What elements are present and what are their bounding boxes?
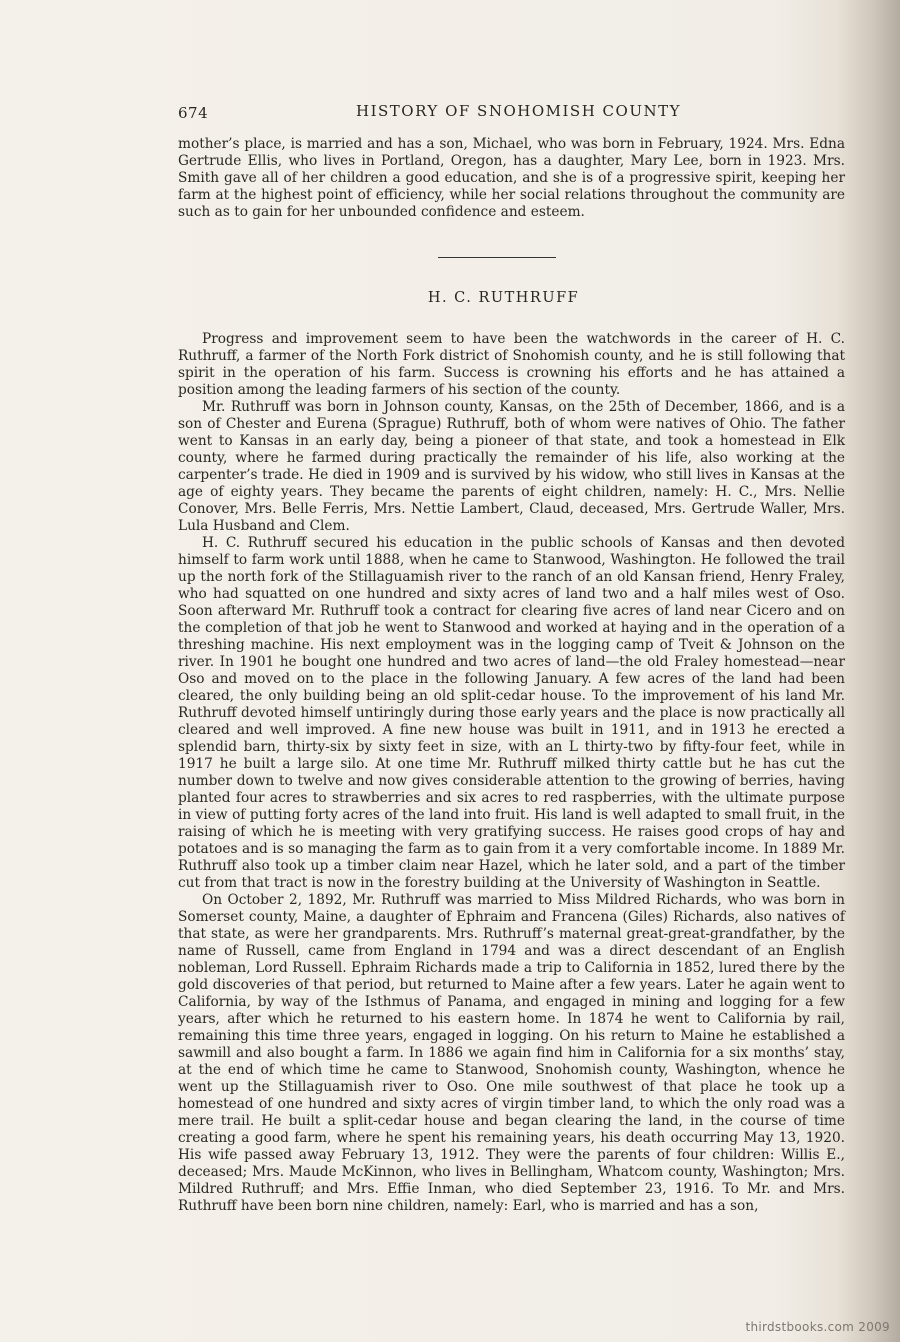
section-divider: [438, 257, 556, 258]
page-header: [178, 104, 850, 126]
running-head: HISTORY OF SNOHOMISH COUNTY: [356, 102, 681, 120]
page-number: 674: [178, 104, 209, 122]
body-paragraph: On October 2, 1892, Mr. Ruthruff was married to Miss Mildred Richards, who was born in Somerset county, Maine, a daughter of Ephraim and Francena (Giles) Richards, also natives of that state, as were her grandparents. Mrs. Ruthruff’s maternal great-great-grandfather, by the name of Russell, came from England in 1794 and was a direct descendant of an English nobleman, Lord Russell. Ephraim Richards made a trip to California in 1852, lured there by the gold discoveries of that period, but returned to Maine after a few years. Later he again went to California, by way of the Isthmus of Panama, and engaged in mining and logging for a few years, after which he returned to his eastern home. In 1874 he went to California by rail, remaining this time three years, engaged in logging. On his return to Maine he established a sawmill and also bought a farm. In 1886 we again find him in California for a six months’ stay, at the end of which time he came to Stanwood, Snohomish county, Washington, whence he went up the Stillaguamish river to Oso. One mile southwest of that place he took up a homestead of one hundred and sixty acres of virgin timber land, to which the only road was a mere trail. He built a split-cedar house and began clearing the land, in the course of time creating a good farm, where he spent his remaining years, his death occurring May 13, 1920. His wife passed away February 13, 1912. They were the parents of four children: Willis E., deceased; Mrs. Maude McKinnon, who lives in Bellingham, Whatcom county, Washington; Mrs. Mildred Ruthruff; and Mrs. Effie Inman, who died September 23, 1916. To Mr. and Mrs. Ruthruff have been born nine children, namely: Earl, who is married and has a son,: [178, 892, 845, 1214]
watermark: thirdstbooks.com 2009: [745, 1320, 890, 1334]
body-paragraph: Progress and improvement seem to have been the watchwords in the career of H. C. Ruthruff, a farmer of the North Fork district of Snohomish county, and he is still following that spirit in the operation of his farm. Success is crowning his efforts and he has attained a position among the leading farmers of his section of the county.: [178, 331, 845, 398]
continuation-paragraph: mother’s place, is married and has a son, Michael, who was born in February, 1924. Mrs. Edna Gertrude Ellis, who lives in Portland, Oregon, has a daughter, Mary Lee, born in 1923. Mrs. Smith gave all of her children a good education, and she is of a progressive spirit, keeping her farm at the highest point of efficiency, while her social relations throughout the community are such as to gain for her unbounded confidence and esteem.: [178, 136, 845, 220]
body-paragraph: H. C. Ruthruff secured his education in the public schools of Kansas and then devoted himself to farm work until 1888, when he came to Stanwood, Washington. He followed the trail up the north fork of the Stillaguamish river to the ranch of an old Kansan friend, Henry Fraley, who had squatted on one hundred and sixty acres of land two and a half miles west of Oso. Soon afterward Mr. Ruthruff took a contract for clearing five acres of land near Cicero and on the completion of that job he went to Stanwood and worked at haying and in the operation of a threshing machine. His next employment was in the logging camp of Tveit & Johnson on the river. In 1901 he bought one hundred and two acres of land—the old Fraley homestead—near Oso and moved on to the place in the following January. A few acres of the land had been cleared, the only building being an old split-cedar house. To the improvement of his land Mr. Ruthruff devoted himself untiringly during those early years and the place is now practically all cleared and well improved. A fine new house was built in 1911, and in 1913 he erected a splendid barn, thirty-six by sixty feet in size, with an L thirty-two by fifty-four feet, while in 1917 he built a large silo. At one time Mr. Ruthruff milked thirty cattle but he has cut the number down to twelve and now gives considerable attention to the growing of berries, having planted four acres to strawberries and six acres to red raspberries, with the ultimate purpose in view of putting forty acres of the land into fruit. His land is well adapted to small fruit, in the raising of which he is meeting with very gratifying success. He raises good crops of hay and potatoes and is so managing the farm as to gain from it a very comfortable income. In 1889 Mr. Ruthruff also took up a timber claim near Hazel, which he later sold, and a part of the timber cut from that tract is now in the forestry building at the University of Washington in Seattle.: [178, 535, 845, 891]
section-title: H. C. RUTHRUFF: [427, 290, 580, 306]
page-content: [178, 136, 845, 1215]
body-paragraph: Mr. Ruthruff was born in Johnson county, Kansas, on the 25th of December, 1866, and is a son of Chester and Eurena (Sprague) Ruthruff, both of whom were natives of Ohio. The father went to Kansas in an early day, being a pioneer of that state, and took a homestead in Elk county, where he farmed during practically the remainder of his life, also working at the carpenter’s trade. He died in 1909 and is survived by his widow, who still lives in Kansas at the age of eighty years. They became the parents of eight children, namely: H. C., Mrs. Nellie Conover, Mrs. Belle Ferris, Mrs. Nettie Lambert, Claud, deceased, Mrs. Gertrude Waller, Mrs. Lula Husband and Clem.: [178, 399, 845, 534]
